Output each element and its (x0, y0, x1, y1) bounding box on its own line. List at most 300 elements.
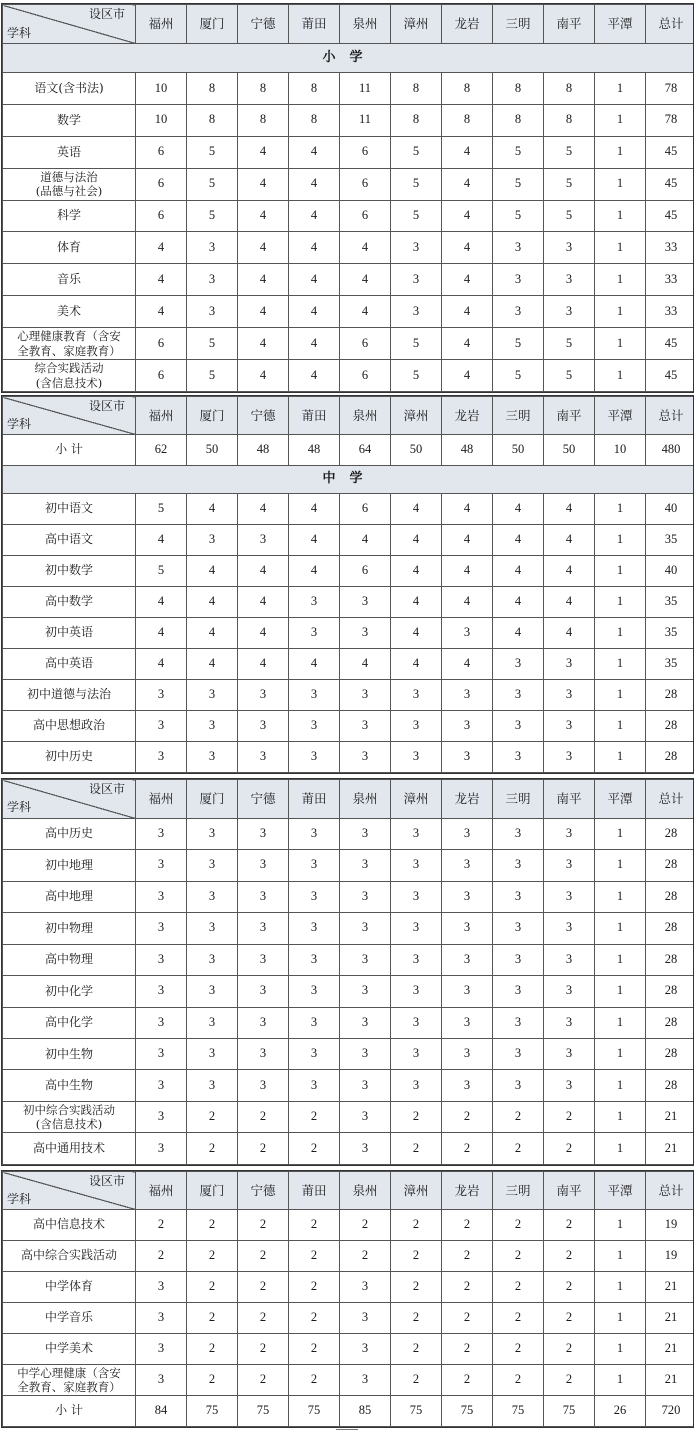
value-cell: 3 (544, 913, 595, 944)
value-cell: 4 (442, 525, 493, 556)
value-cell: 1 (595, 168, 646, 200)
value-cell: 3 (187, 264, 238, 296)
value-cell: 3 (442, 944, 493, 975)
value-cell: 4 (493, 556, 544, 587)
header-row (3, 780, 695, 819)
value-cell: 3 (136, 818, 187, 849)
value-cell: 3 (289, 711, 340, 742)
value-cell: 4 (238, 649, 289, 680)
value-cell: 4 (238, 168, 289, 200)
value-cell: 3 (136, 742, 187, 773)
table-row (3, 1365, 695, 1396)
value-cell: 4 (544, 587, 595, 618)
value-cell: 2 (289, 1210, 340, 1241)
value-cell: 21 (646, 1101, 695, 1132)
city-header-cell: 龙岩 (442, 397, 493, 435)
value-cell: 4 (493, 587, 544, 618)
value-cell: 78 (646, 104, 695, 136)
table-row (3, 1303, 695, 1334)
value-cell: 3 (340, 742, 391, 773)
value-cell: 3 (391, 976, 442, 1007)
table-row (3, 680, 695, 711)
value-cell: 3 (289, 850, 340, 881)
table-row (3, 850, 695, 881)
value-cell: 3 (187, 850, 238, 881)
city-header-cell: 总计 (646, 780, 695, 819)
value-cell: 5 (493, 328, 544, 360)
value-cell: 3 (136, 1303, 187, 1334)
value-cell: 3 (289, 680, 340, 711)
value-cell: 4 (238, 264, 289, 296)
value-cell: 8 (187, 72, 238, 104)
value-cell: 4 (289, 264, 340, 296)
value-cell: 1 (595, 1334, 646, 1365)
corner-top-label: 设区市 (88, 7, 125, 21)
value-cell: 4 (544, 618, 595, 649)
subject-cell: 数学 (3, 104, 136, 136)
value-cell: 2 (544, 1101, 595, 1132)
value-cell: 2 (187, 1210, 238, 1241)
subject-cell: 中学美术 (3, 1334, 136, 1365)
value-cell: 78 (646, 72, 695, 104)
value-cell: 4 (391, 556, 442, 587)
value-cell: 28 (646, 818, 695, 849)
value-cell: 2 (187, 1334, 238, 1365)
value-cell: 2 (391, 1241, 442, 1272)
value-cell: 3 (289, 913, 340, 944)
corner-bottom-label: 学科 (7, 800, 32, 815)
value-cell: 3 (544, 850, 595, 881)
value-cell: 3 (340, 1101, 391, 1132)
value-cell: 4 (544, 494, 595, 525)
city-header-cell: 三明 (493, 1172, 544, 1210)
corner-bottom-label: 学科 (7, 416, 32, 431)
value-cell: 3 (391, 264, 442, 296)
table-row (3, 1038, 695, 1069)
value-cell: 1 (595, 328, 646, 360)
value-cell: 2 (238, 1272, 289, 1303)
value-cell: 4 (391, 494, 442, 525)
value-cell: 28 (646, 742, 695, 773)
value-cell: 1 (595, 72, 646, 104)
value-cell: 1 (595, 913, 646, 944)
city-header-cell: 平潭 (595, 1172, 646, 1210)
section-band-label: 中学 (3, 466, 695, 494)
value-cell: 28 (646, 944, 695, 975)
value-cell: 2 (289, 1303, 340, 1334)
value-cell: 3 (289, 944, 340, 975)
value-cell: 1 (595, 136, 646, 168)
table-row (3, 264, 695, 296)
value-cell: 3 (493, 742, 544, 773)
value-cell: 28 (646, 711, 695, 742)
table-row (3, 881, 695, 912)
value-cell: 8 (238, 72, 289, 104)
value-cell: 4 (136, 232, 187, 264)
value-cell: 1 (595, 1101, 646, 1132)
value-cell: 3 (136, 1334, 187, 1365)
subject-cell: 高中通用技术 (3, 1133, 136, 1165)
value-cell: 8 (391, 72, 442, 104)
value-cell: 3 (340, 1303, 391, 1334)
value-cell: 75 (493, 1396, 544, 1427)
value-cell: 3 (187, 913, 238, 944)
subject-cell: 英语 (3, 136, 136, 168)
city-header-cell: 厦门 (187, 5, 238, 44)
value-cell: 50 (493, 435, 544, 466)
value-cell: 8 (493, 104, 544, 136)
subject-cell: 中学体育 (3, 1272, 136, 1303)
subject-cell: 初中数学 (3, 556, 136, 587)
value-cell: 3 (340, 913, 391, 944)
city-header-cell: 宁德 (238, 5, 289, 44)
table-row (3, 742, 695, 773)
value-cell: 6 (136, 168, 187, 200)
value-cell: 4 (442, 232, 493, 264)
value-cell: 3 (391, 232, 442, 264)
value-cell: 1 (595, 1210, 646, 1241)
city-header-cell: 龙岩 (442, 1172, 493, 1210)
value-cell: 1 (595, 1272, 646, 1303)
data-table (2, 779, 694, 1165)
city-header-cell: 龙岩 (442, 780, 493, 819)
table-row (3, 1396, 695, 1427)
value-cell: 3 (391, 1038, 442, 1069)
value-cell: 6 (136, 200, 187, 232)
value-cell: 2 (442, 1365, 493, 1396)
value-cell: 3 (136, 1070, 187, 1101)
value-cell: 33 (646, 296, 695, 328)
value-cell: 3 (136, 850, 187, 881)
value-cell: 8 (391, 104, 442, 136)
value-cell: 3 (391, 850, 442, 881)
city-header-cell: 福州 (136, 397, 187, 435)
value-cell: 2 (340, 1210, 391, 1241)
value-cell: 3 (340, 850, 391, 881)
value-cell: 4 (289, 649, 340, 680)
city-header-cell: 平潭 (595, 780, 646, 819)
value-cell: 1 (595, 296, 646, 328)
value-cell: 28 (646, 680, 695, 711)
value-cell: 3 (340, 976, 391, 1007)
value-cell: 2 (544, 1272, 595, 1303)
subject-cell: 高中物理 (3, 944, 136, 975)
value-cell: 5 (187, 168, 238, 200)
value-cell: 3 (544, 944, 595, 975)
value-cell: 3 (187, 680, 238, 711)
value-cell: 4 (187, 494, 238, 525)
city-header-cell: 莆田 (289, 5, 340, 44)
value-cell: 3 (187, 296, 238, 328)
value-cell: 3 (493, 711, 544, 742)
value-cell: 3 (187, 1070, 238, 1101)
value-cell: 2 (289, 1133, 340, 1165)
value-cell: 6 (340, 328, 391, 360)
value-cell: 3 (442, 742, 493, 773)
city-header-cell: 南平 (544, 780, 595, 819)
value-cell: 45 (646, 136, 695, 168)
subject-cell: 高中地理 (3, 881, 136, 912)
city-header-cell: 总计 (646, 397, 695, 435)
value-cell: 3 (493, 264, 544, 296)
value-cell: 480 (646, 435, 695, 466)
value-cell: 3 (187, 944, 238, 975)
value-cell: 3 (391, 881, 442, 912)
value-cell: 21 (646, 1334, 695, 1365)
value-cell: 28 (646, 881, 695, 912)
value-cell: 4 (340, 649, 391, 680)
subject-cell: 体育 (3, 232, 136, 264)
value-cell: 2 (187, 1365, 238, 1396)
value-cell: 2 (187, 1241, 238, 1272)
value-cell: 4 (238, 296, 289, 328)
subject-cell: 高中信息技术 (3, 1210, 136, 1241)
value-cell: 3 (340, 680, 391, 711)
city-header-cell: 福州 (136, 780, 187, 819)
value-cell: 35 (646, 525, 695, 556)
corner-header-cell (3, 5, 136, 44)
value-cell: 28 (646, 1007, 695, 1038)
value-cell: 3 (391, 711, 442, 742)
value-cell: 8 (442, 72, 493, 104)
value-cell: 8 (442, 104, 493, 136)
city-header-cell: 南平 (544, 397, 595, 435)
subject-cell: 高中语文 (3, 525, 136, 556)
subject-cell: 初中英语 (3, 618, 136, 649)
city-header-cell: 南平 (544, 1172, 595, 1210)
city-header-cell: 泉州 (340, 1172, 391, 1210)
value-cell: 6 (340, 494, 391, 525)
value-cell: 50 (187, 435, 238, 466)
value-cell: 3 (391, 1007, 442, 1038)
subject-cell: 中学音乐 (3, 1303, 136, 1334)
value-cell: 2 (544, 1303, 595, 1334)
value-cell: 1 (595, 556, 646, 587)
value-cell: 3 (340, 1133, 391, 1165)
subject-cell: 道德与法治 (品德与社会) (3, 168, 136, 200)
value-cell: 3 (238, 711, 289, 742)
table-row (3, 232, 695, 264)
value-cell: 48 (289, 435, 340, 466)
value-cell: 3 (391, 742, 442, 773)
value-cell: 1 (595, 649, 646, 680)
city-header-cell: 南平 (544, 5, 595, 44)
value-cell: 1 (595, 587, 646, 618)
value-cell: 1 (595, 360, 646, 392)
value-cell: 19 (646, 1210, 695, 1241)
value-cell: 2 (289, 1101, 340, 1132)
value-cell: 2 (442, 1101, 493, 1132)
value-cell: 35 (646, 618, 695, 649)
value-cell: 3 (187, 232, 238, 264)
city-header-cell: 漳州 (391, 1172, 442, 1210)
value-cell: 2 (391, 1365, 442, 1396)
value-cell: 2 (238, 1241, 289, 1272)
value-cell: 4 (289, 168, 340, 200)
table-row (3, 618, 695, 649)
value-cell: 1 (595, 618, 646, 649)
value-cell: 3 (289, 1070, 340, 1101)
value-cell: 3 (493, 296, 544, 328)
value-cell: 8 (289, 104, 340, 136)
value-cell: 3 (391, 680, 442, 711)
value-cell: 2 (238, 1365, 289, 1396)
value-cell: 50 (544, 435, 595, 466)
value-cell: 5 (544, 136, 595, 168)
value-cell: 3 (187, 1007, 238, 1038)
value-cell: 4 (340, 232, 391, 264)
value-cell: 3 (136, 1101, 187, 1132)
value-cell: 5 (391, 360, 442, 392)
value-cell: 3 (136, 881, 187, 912)
value-cell: 3 (136, 1133, 187, 1165)
value-cell: 4 (136, 296, 187, 328)
value-cell: 3 (238, 1070, 289, 1101)
value-cell: 2 (289, 1272, 340, 1303)
value-cell: 75 (187, 1396, 238, 1427)
value-cell: 35 (646, 649, 695, 680)
value-cell: 8 (289, 72, 340, 104)
value-cell: 5 (544, 200, 595, 232)
value-cell: 3 (442, 850, 493, 881)
value-cell: 3 (289, 1007, 340, 1038)
value-cell: 3 (493, 680, 544, 711)
value-cell: 19 (646, 1241, 695, 1272)
city-header-cell: 宁德 (238, 397, 289, 435)
subject-cell: 小 计 (3, 435, 136, 466)
value-cell: 3 (340, 618, 391, 649)
value-cell: 1 (595, 850, 646, 881)
value-cell: 26 (595, 1396, 646, 1427)
value-cell: 4 (442, 328, 493, 360)
city-header-cell: 漳州 (391, 780, 442, 819)
value-cell: 3 (187, 742, 238, 773)
value-cell: 5 (187, 200, 238, 232)
value-cell: 4 (493, 618, 544, 649)
value-cell: 4 (136, 618, 187, 649)
value-cell: 1 (595, 680, 646, 711)
value-cell: 1 (595, 881, 646, 912)
city-header-cell: 平潭 (595, 5, 646, 44)
subject-cell: 高中历史 (3, 818, 136, 849)
corner-top-label: 设区市 (88, 782, 125, 796)
value-cell: 3 (544, 1038, 595, 1069)
value-cell: 3 (544, 680, 595, 711)
value-cell: 3 (493, 1007, 544, 1038)
table-section-primary (1, 3, 694, 393)
corner-header-cell (3, 397, 136, 435)
value-cell: 2 (289, 1241, 340, 1272)
value-cell: 3 (442, 618, 493, 649)
value-cell: 40 (646, 494, 695, 525)
value-cell: 4 (187, 618, 238, 649)
value-cell: 4 (289, 360, 340, 392)
value-cell: 2 (493, 1365, 544, 1396)
value-cell: 6 (340, 360, 391, 392)
value-cell: 4 (340, 525, 391, 556)
value-cell: 5 (544, 328, 595, 360)
value-cell: 1 (595, 976, 646, 1007)
value-cell: 2 (442, 1210, 493, 1241)
value-cell: 4 (442, 264, 493, 296)
value-cell: 3 (187, 711, 238, 742)
value-cell: 3 (238, 850, 289, 881)
table-section-middle-continued (1, 778, 694, 1166)
value-cell: 2 (289, 1365, 340, 1396)
value-cell: 6 (340, 168, 391, 200)
value-cell: 5 (187, 328, 238, 360)
value-cell: 4 (544, 525, 595, 556)
subject-cell: 高中化学 (3, 1007, 136, 1038)
value-cell: 3 (289, 1038, 340, 1069)
value-cell: 3 (391, 1070, 442, 1101)
value-cell: 3 (187, 525, 238, 556)
value-cell: 4 (442, 168, 493, 200)
value-cell: 85 (340, 1396, 391, 1427)
value-cell: 3 (289, 976, 340, 1007)
value-cell: 3 (544, 818, 595, 849)
value-cell: 3 (289, 587, 340, 618)
value-cell: 4 (340, 264, 391, 296)
table-row (3, 296, 695, 328)
value-cell: 3 (136, 1365, 187, 1396)
subject-cell: 初中综合实践活动 (含信息技术) (3, 1101, 136, 1132)
value-cell: 4 (238, 232, 289, 264)
city-header-cell: 三明 (493, 397, 544, 435)
value-cell: 4 (391, 525, 442, 556)
value-cell: 75 (238, 1396, 289, 1427)
value-cell: 3 (493, 881, 544, 912)
value-cell: 2 (391, 1133, 442, 1165)
table-row (3, 1070, 695, 1101)
table-row (3, 587, 695, 618)
value-cell: 2 (136, 1241, 187, 1272)
value-cell: 84 (136, 1396, 187, 1427)
city-header-cell: 莆田 (289, 1172, 340, 1210)
value-cell: 8 (544, 72, 595, 104)
value-cell: 3 (544, 1070, 595, 1101)
value-cell: 3 (340, 1070, 391, 1101)
value-cell: 11 (340, 104, 391, 136)
value-cell: 8 (544, 104, 595, 136)
value-cell: 4 (187, 587, 238, 618)
value-cell: 3 (136, 976, 187, 1007)
value-cell: 3 (238, 913, 289, 944)
value-cell: 4 (340, 296, 391, 328)
value-cell: 75 (544, 1396, 595, 1427)
value-cell: 2 (544, 1241, 595, 1272)
value-cell: 2 (238, 1303, 289, 1334)
table-section-middle-final (1, 1170, 694, 1428)
subject-cell: 中学心理健康（含安 全教育、家庭教育） (3, 1365, 136, 1396)
value-cell: 2 (544, 1365, 595, 1396)
value-cell: 4 (493, 525, 544, 556)
table-row (3, 1101, 695, 1132)
subject-cell: 综合实践活动 (含信息技术) (3, 360, 136, 392)
table-row (3, 360, 695, 392)
value-cell: 3 (544, 232, 595, 264)
value-cell: 1 (595, 232, 646, 264)
subject-cell: 高中思想政治 (3, 711, 136, 742)
value-cell: 2 (187, 1101, 238, 1132)
subject-cell: 初中道德与法治 (3, 680, 136, 711)
value-cell: 3 (136, 1272, 187, 1303)
header-row (3, 5, 695, 44)
value-cell: 2 (442, 1303, 493, 1334)
city-header-cell: 福州 (136, 5, 187, 44)
subject-cell: 高中生物 (3, 1070, 136, 1101)
value-cell: 3 (493, 1038, 544, 1069)
